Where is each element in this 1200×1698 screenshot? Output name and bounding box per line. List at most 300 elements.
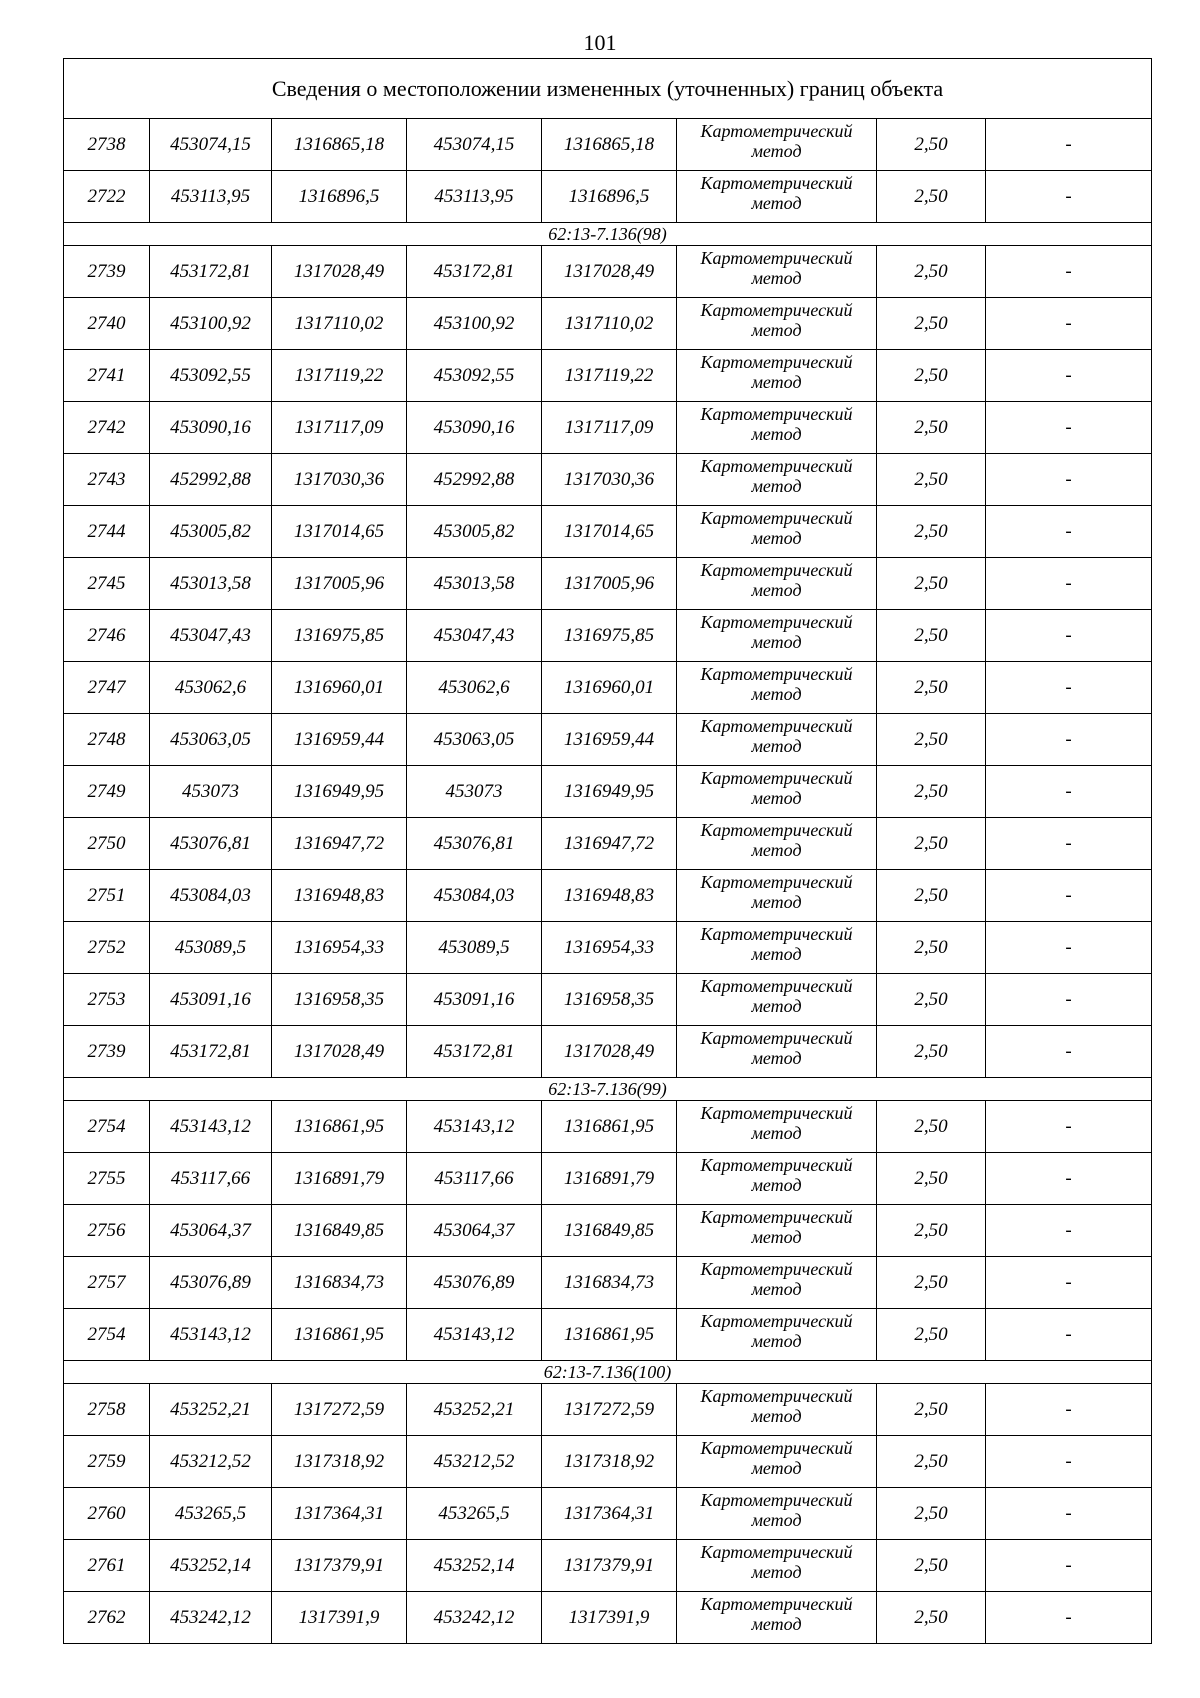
method-line-1: Картометрический [700, 664, 853, 684]
point-number-cell: 2738 [64, 119, 150, 171]
method-cell [677, 171, 877, 223]
table-body [64, 59, 1152, 1644]
note-cell: - [986, 1026, 1152, 1078]
method-line-1: Картометрический [700, 248, 853, 268]
method-line-1: Картометрический [700, 768, 853, 788]
table-row [64, 922, 1152, 974]
note-cell: - [986, 714, 1152, 766]
method-cell [677, 402, 877, 454]
accuracy-cell: 2,50 [877, 1309, 986, 1361]
method-line-2: метод [751, 1331, 802, 1351]
y-existing-cell: 1316948,83 [272, 870, 407, 922]
y-existing-cell: 1317110,02 [272, 298, 407, 350]
accuracy-cell: 2,50 [877, 766, 986, 818]
method-cell [677, 1257, 877, 1309]
section-header-row [64, 223, 1152, 246]
point-number-cell: 2744 [64, 506, 150, 558]
method-line-2: метод [751, 1123, 802, 1143]
method-cell [677, 922, 877, 974]
point-number-cell: 2722 [64, 171, 150, 223]
accuracy-cell: 2,50 [877, 506, 986, 558]
x-refined-cell: 453100,92 [407, 298, 542, 350]
accuracy-cell: 2,50 [877, 818, 986, 870]
method-line-1: Картометрический [700, 1542, 853, 1562]
y-existing-cell: 1317391,9 [272, 1592, 407, 1644]
y-refined-cell: 1316954,33 [542, 922, 677, 974]
method-line-1: Картометрический [700, 924, 853, 944]
method-line-2: метод [751, 320, 802, 340]
x-existing-cell: 453143,12 [150, 1101, 272, 1153]
method-cell [677, 714, 877, 766]
accuracy-cell: 2,50 [877, 350, 986, 402]
method-cell [677, 506, 877, 558]
note-cell: - [986, 1205, 1152, 1257]
note-cell: - [986, 402, 1152, 454]
method-cell [677, 119, 877, 171]
x-existing-cell: 453073 [150, 766, 272, 818]
method-cell [677, 1101, 877, 1153]
point-number-cell: 2750 [64, 818, 150, 870]
y-existing-cell: 1317028,49 [272, 1026, 407, 1078]
method-cell [677, 1592, 877, 1644]
method-cell [677, 662, 877, 714]
point-number-cell: 2745 [64, 558, 150, 610]
x-refined-cell: 453092,55 [407, 350, 542, 402]
y-existing-cell: 1317364,31 [272, 1488, 407, 1540]
x-existing-cell: 453143,12 [150, 1309, 272, 1361]
y-refined-cell: 1317318,92 [542, 1436, 677, 1488]
note-cell: - [986, 1101, 1152, 1153]
accuracy-cell: 2,50 [877, 1205, 986, 1257]
y-refined-cell: 1316949,95 [542, 766, 677, 818]
x-existing-cell: 453064,37 [150, 1205, 272, 1257]
note-cell: - [986, 974, 1152, 1026]
note-cell: - [986, 922, 1152, 974]
y-refined-cell: 1316948,83 [542, 870, 677, 922]
point-number-cell: 2761 [64, 1540, 150, 1592]
method-line-1: Картометрический [700, 1259, 853, 1279]
method-line-2: метод [751, 684, 802, 704]
table-row [64, 974, 1152, 1026]
method-line-1: Картометрический [700, 300, 853, 320]
method-line-1: Картометрический [700, 612, 853, 632]
x-refined-cell: 453062,6 [407, 662, 542, 714]
y-existing-cell: 1316861,95 [272, 1101, 407, 1153]
y-refined-cell: 1316861,95 [542, 1309, 677, 1361]
accuracy-cell: 2,50 [877, 1436, 986, 1488]
x-refined-cell: 453252,14 [407, 1540, 542, 1592]
method-line-2: метод [751, 996, 802, 1016]
y-existing-cell: 1317030,36 [272, 454, 407, 506]
x-refined-cell: 453252,21 [407, 1384, 542, 1436]
point-number-cell: 2755 [64, 1153, 150, 1205]
accuracy-cell: 2,50 [877, 1026, 986, 1078]
table-row [64, 298, 1152, 350]
y-existing-cell: 1317117,09 [272, 402, 407, 454]
method-line-2: метод [751, 892, 802, 912]
x-refined-cell: 453090,16 [407, 402, 542, 454]
accuracy-cell: 2,50 [877, 1153, 986, 1205]
x-existing-cell: 453265,5 [150, 1488, 272, 1540]
method-line-2: метод [751, 372, 802, 392]
x-refined-cell: 453076,89 [407, 1257, 542, 1309]
method-line-1: Картометрический [700, 820, 853, 840]
x-existing-cell: 453117,66 [150, 1153, 272, 1205]
x-refined-cell: 453089,5 [407, 922, 542, 974]
point-number-cell: 2754 [64, 1309, 150, 1361]
x-refined-cell: 453063,05 [407, 714, 542, 766]
method-line-1: Картометрический [700, 1594, 853, 1614]
x-refined-cell: 452992,88 [407, 454, 542, 506]
method-line-1: Картометрический [700, 872, 853, 892]
y-existing-cell: 1316975,85 [272, 610, 407, 662]
x-existing-cell: 453091,16 [150, 974, 272, 1026]
point-number-cell: 2739 [64, 1026, 150, 1078]
method-line-2: метод [751, 1458, 802, 1478]
point-number-cell: 2762 [64, 1592, 150, 1644]
y-refined-cell: 1317110,02 [542, 298, 677, 350]
y-existing-cell: 1317119,22 [272, 350, 407, 402]
method-line-2: метод [751, 1279, 802, 1299]
point-number-cell: 2743 [64, 454, 150, 506]
table-row [64, 662, 1152, 714]
table-row [64, 610, 1152, 662]
x-refined-cell: 453143,12 [407, 1101, 542, 1153]
x-refined-cell: 453143,12 [407, 1309, 542, 1361]
accuracy-cell: 2,50 [877, 714, 986, 766]
y-refined-cell: 1317364,31 [542, 1488, 677, 1540]
method-line-1: Картометрический [700, 1207, 853, 1227]
x-existing-cell: 453242,12 [150, 1592, 272, 1644]
table-row [64, 506, 1152, 558]
section-header: 62:13-7.136(98) [64, 223, 1152, 246]
table-row [64, 454, 1152, 506]
table-row [64, 1540, 1152, 1592]
y-refined-cell: 1316959,44 [542, 714, 677, 766]
note-cell: - [986, 246, 1152, 298]
x-existing-cell: 453212,52 [150, 1436, 272, 1488]
page-number: 101 [583, 30, 617, 55]
point-number-cell: 2757 [64, 1257, 150, 1309]
y-refined-cell: 1317391,9 [542, 1592, 677, 1644]
note-cell: - [986, 870, 1152, 922]
point-number-cell: 2748 [64, 714, 150, 766]
method-line-2: метод [751, 840, 802, 860]
x-existing-cell: 453076,81 [150, 818, 272, 870]
y-refined-cell: 1317028,49 [542, 246, 677, 298]
x-refined-cell: 453074,15 [407, 119, 542, 171]
method-cell [677, 1205, 877, 1257]
point-number-cell: 2746 [64, 610, 150, 662]
accuracy-cell: 2,50 [877, 246, 986, 298]
section-header: 62:13-7.136(100) [64, 1361, 1152, 1384]
y-refined-cell: 1317272,59 [542, 1384, 677, 1436]
method-line-1: Картометрический [700, 456, 853, 476]
accuracy-cell: 2,50 [877, 974, 986, 1026]
point-number-cell: 2740 [64, 298, 150, 350]
y-existing-cell: 1316959,44 [272, 714, 407, 766]
method-cell [677, 558, 877, 610]
method-cell [677, 246, 877, 298]
note-cell: - [986, 1592, 1152, 1644]
note-cell: - [986, 350, 1152, 402]
accuracy-cell: 2,50 [877, 1101, 986, 1153]
table-row [64, 402, 1152, 454]
accuracy-cell: 2,50 [877, 171, 986, 223]
x-refined-cell: 453172,81 [407, 246, 542, 298]
table-row [64, 766, 1152, 818]
x-existing-cell: 452992,88 [150, 454, 272, 506]
note-cell: - [986, 1153, 1152, 1205]
method-cell [677, 1026, 877, 1078]
x-refined-cell: 453064,37 [407, 1205, 542, 1257]
x-existing-cell: 453074,15 [150, 119, 272, 171]
y-refined-cell: 1316891,79 [542, 1153, 677, 1205]
method-line-2: метод [751, 141, 802, 161]
table-title: Сведения о местоположении измененных (уточненных) границ объекта [64, 59, 1152, 119]
method-cell [677, 298, 877, 350]
y-existing-cell: 1316891,79 [272, 1153, 407, 1205]
x-refined-cell: 453212,52 [407, 1436, 542, 1488]
point-number-cell: 2760 [64, 1488, 150, 1540]
method-line-2: метод [751, 944, 802, 964]
y-existing-cell: 1316834,73 [272, 1257, 407, 1309]
method-cell [677, 1384, 877, 1436]
note-cell: - [986, 1488, 1152, 1540]
method-line-2: метод [751, 1406, 802, 1426]
y-existing-cell: 1316865,18 [272, 119, 407, 171]
method-line-1: Картометрический [700, 976, 853, 996]
method-line-2: метод [751, 736, 802, 756]
y-refined-cell: 1317030,36 [542, 454, 677, 506]
note-cell: - [986, 1436, 1152, 1488]
note-cell: - [986, 1257, 1152, 1309]
point-number-cell: 2751 [64, 870, 150, 922]
method-line-1: Картометрический [700, 1311, 853, 1331]
x-refined-cell: 453242,12 [407, 1592, 542, 1644]
x-existing-cell: 453062,6 [150, 662, 272, 714]
x-existing-cell: 453172,81 [150, 1026, 272, 1078]
accuracy-cell: 2,50 [877, 662, 986, 714]
x-existing-cell: 453047,43 [150, 610, 272, 662]
method-line-2: метод [751, 528, 802, 548]
accuracy-cell: 2,50 [877, 1257, 986, 1309]
x-refined-cell: 453113,95 [407, 171, 542, 223]
y-refined-cell: 1317028,49 [542, 1026, 677, 1078]
coordinates-table [63, 58, 1152, 1644]
y-refined-cell: 1316947,72 [542, 818, 677, 870]
method-line-2: метод [751, 1227, 802, 1247]
table-row [64, 1488, 1152, 1540]
note-cell: - [986, 298, 1152, 350]
x-existing-cell: 453252,14 [150, 1540, 272, 1592]
y-existing-cell: 1316861,95 [272, 1309, 407, 1361]
y-existing-cell: 1317014,65 [272, 506, 407, 558]
x-refined-cell: 453047,43 [407, 610, 542, 662]
y-existing-cell: 1317379,91 [272, 1540, 407, 1592]
y-existing-cell: 1316960,01 [272, 662, 407, 714]
y-existing-cell: 1317272,59 [272, 1384, 407, 1436]
table-row [64, 1257, 1152, 1309]
method-line-1: Картометрический [700, 1028, 853, 1048]
section-header: 62:13-7.136(99) [64, 1078, 1152, 1101]
y-existing-cell: 1317318,92 [272, 1436, 407, 1488]
y-refined-cell: 1316960,01 [542, 662, 677, 714]
x-refined-cell: 453005,82 [407, 506, 542, 558]
table-row [64, 714, 1152, 766]
method-line-1: Картометрический [700, 1386, 853, 1406]
x-existing-cell: 453252,21 [150, 1384, 272, 1436]
point-number-cell: 2741 [64, 350, 150, 402]
method-line-2: метод [751, 268, 802, 288]
method-line-2: метод [751, 788, 802, 808]
method-cell [677, 1540, 877, 1592]
y-refined-cell: 1317014,65 [542, 506, 677, 558]
table-row [64, 1153, 1152, 1205]
table-row [64, 870, 1152, 922]
accuracy-cell: 2,50 [877, 402, 986, 454]
y-existing-cell: 1317005,96 [272, 558, 407, 610]
point-number-cell: 2747 [64, 662, 150, 714]
x-existing-cell: 453113,95 [150, 171, 272, 223]
x-existing-cell: 453076,89 [150, 1257, 272, 1309]
accuracy-cell: 2,50 [877, 1384, 986, 1436]
method-line-2: метод [751, 1510, 802, 1530]
y-refined-cell: 1316834,73 [542, 1257, 677, 1309]
method-line-2: метод [751, 1614, 802, 1634]
method-line-1: Картометрический [700, 1155, 853, 1175]
y-existing-cell: 1316947,72 [272, 818, 407, 870]
table-row [64, 818, 1152, 870]
method-line-1: Картометрический [700, 352, 853, 372]
method-cell [677, 1153, 877, 1205]
note-cell: - [986, 119, 1152, 171]
section-header-row [64, 1361, 1152, 1384]
x-existing-cell: 453013,58 [150, 558, 272, 610]
x-existing-cell: 453089,5 [150, 922, 272, 974]
x-existing-cell: 453063,05 [150, 714, 272, 766]
note-cell: - [986, 818, 1152, 870]
note-cell: - [986, 662, 1152, 714]
point-number-cell: 2739 [64, 246, 150, 298]
method-line-1: Картометрический [700, 404, 853, 424]
point-number-cell: 2758 [64, 1384, 150, 1436]
method-line-2: метод [751, 1175, 802, 1195]
accuracy-cell: 2,50 [877, 298, 986, 350]
method-line-1: Картометрический [700, 1490, 853, 1510]
method-line-1: Картометрический [700, 121, 853, 141]
x-existing-cell: 453172,81 [150, 246, 272, 298]
y-refined-cell: 1317119,22 [542, 350, 677, 402]
point-number-cell: 2752 [64, 922, 150, 974]
table-row [64, 1026, 1152, 1078]
note-cell: - [986, 1309, 1152, 1361]
method-cell [677, 1309, 877, 1361]
table-row [64, 119, 1152, 171]
note-cell: - [986, 558, 1152, 610]
method-line-1: Картометрический [700, 1438, 853, 1458]
point-number-cell: 2756 [64, 1205, 150, 1257]
note-cell: - [986, 610, 1152, 662]
accuracy-cell: 2,50 [877, 610, 986, 662]
accuracy-cell: 2,50 [877, 1592, 986, 1644]
y-existing-cell: 1316954,33 [272, 922, 407, 974]
accuracy-cell: 2,50 [877, 454, 986, 506]
table-row [64, 1436, 1152, 1488]
method-line-2: метод [751, 580, 802, 600]
method-cell [677, 818, 877, 870]
method-cell [677, 350, 877, 402]
point-number-cell: 2742 [64, 402, 150, 454]
x-refined-cell: 453073 [407, 766, 542, 818]
accuracy-cell: 2,50 [877, 922, 986, 974]
x-refined-cell: 453265,5 [407, 1488, 542, 1540]
x-existing-cell: 453084,03 [150, 870, 272, 922]
accuracy-cell: 2,50 [877, 870, 986, 922]
method-cell [677, 870, 877, 922]
x-refined-cell: 453084,03 [407, 870, 542, 922]
table-row [64, 1384, 1152, 1436]
x-existing-cell: 453005,82 [150, 506, 272, 558]
note-cell: - [986, 766, 1152, 818]
y-refined-cell: 1316958,35 [542, 974, 677, 1026]
method-cell [677, 454, 877, 506]
note-cell: - [986, 1384, 1152, 1436]
point-number-cell: 2759 [64, 1436, 150, 1488]
table-row [64, 558, 1152, 610]
x-refined-cell: 453013,58 [407, 558, 542, 610]
x-existing-cell: 453092,55 [150, 350, 272, 402]
y-existing-cell: 1316949,95 [272, 766, 407, 818]
table-row [64, 350, 1152, 402]
note-cell: - [986, 454, 1152, 506]
point-number-cell: 2749 [64, 766, 150, 818]
method-line-2: метод [751, 632, 802, 652]
x-refined-cell: 453117,66 [407, 1153, 542, 1205]
method-cell [677, 610, 877, 662]
x-existing-cell: 453090,16 [150, 402, 272, 454]
method-line-1: Картометрический [700, 560, 853, 580]
method-line-2: метод [751, 1562, 802, 1582]
method-cell [677, 1436, 877, 1488]
table-row [64, 246, 1152, 298]
note-cell: - [986, 506, 1152, 558]
y-refined-cell: 1316861,95 [542, 1101, 677, 1153]
table-row [64, 171, 1152, 223]
accuracy-cell: 2,50 [877, 1540, 986, 1592]
method-line-2: метод [751, 193, 802, 213]
y-existing-cell: 1316958,35 [272, 974, 407, 1026]
method-line-1: Картометрический [700, 508, 853, 528]
accuracy-cell: 2,50 [877, 1488, 986, 1540]
table-title-row [64, 59, 1152, 119]
method-line-1: Картометрический [700, 716, 853, 736]
y-refined-cell: 1316896,5 [542, 171, 677, 223]
table-row [64, 1309, 1152, 1361]
y-refined-cell: 1317379,91 [542, 1540, 677, 1592]
table-row [64, 1101, 1152, 1153]
point-number-cell: 2754 [64, 1101, 150, 1153]
method-line-2: метод [751, 1048, 802, 1068]
table-row [64, 1592, 1152, 1644]
point-number-cell: 2753 [64, 974, 150, 1026]
y-refined-cell: 1316975,85 [542, 610, 677, 662]
note-cell: - [986, 1540, 1152, 1592]
y-refined-cell: 1317005,96 [542, 558, 677, 610]
accuracy-cell: 2,50 [877, 558, 986, 610]
method-cell [677, 974, 877, 1026]
method-line-2: метод [751, 424, 802, 444]
